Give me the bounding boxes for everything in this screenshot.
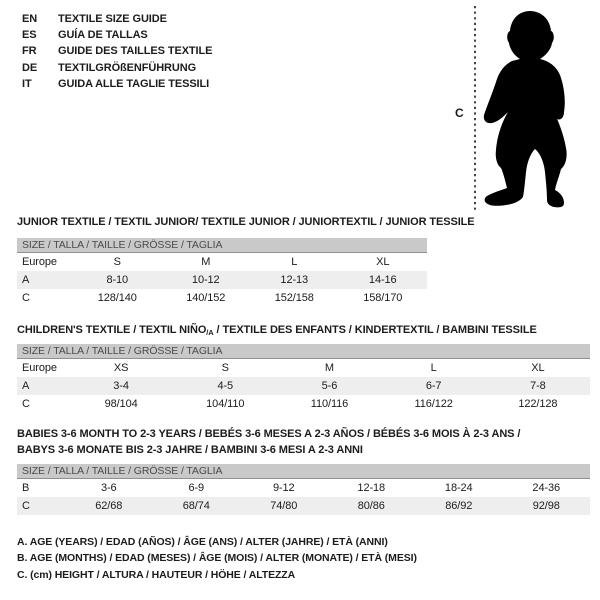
junior-size-table: [17, 238, 427, 307]
value-cell: 12-13: [250, 271, 339, 289]
footnote-a: A. AGE (YEARS) / EDAD (AÑOS) / ÂGE (ANS) / ALTER (JAHRE) / ETÀ (ANNI): [17, 536, 388, 548]
language-title: TEXTILGRÖßENFÜHRUNG: [58, 61, 197, 74]
size-header-bar: SIZE / TALLA / TAILLE / GRÖSSE / TAGLIA: [17, 238, 427, 253]
figure-height-label: C: [455, 106, 464, 120]
value-cell: 122/128: [518, 398, 558, 410]
footnote-b: B. AGE (MONTHS) / EDAD (MESES) / ÂGE (MOIS) / ALTER (MONATE) / ETÀ (MESI): [17, 552, 417, 565]
value-cell: 6-7: [382, 377, 486, 395]
language-title: TEXTILE SIZE GUIDE: [58, 13, 167, 25]
language-header: [22, 11, 212, 92]
language-code: ES: [22, 29, 37, 42]
babies-table: [17, 479, 590, 515]
value-cell: 86/92: [415, 497, 503, 515]
footnotes: [17, 534, 417, 583]
row-label-cell: Europe: [22, 362, 57, 374]
table-row-c: [17, 289, 427, 307]
language-row-it: [22, 76, 212, 92]
language-title: GUIDA ALLE TAGLIE TESSILI: [58, 77, 210, 90]
table-row-a: [17, 271, 427, 289]
value-cell: 110/116: [310, 398, 349, 410]
language-row-de: [22, 60, 212, 76]
value-cell: 6-9: [188, 482, 205, 494]
language-title: GUIDE DES TAILLES TEXTILE: [58, 45, 213, 58]
size-cell: XL: [376, 256, 390, 268]
language-title: GUÍA DE TALLAS: [58, 29, 148, 42]
value-cell: 92/98: [503, 497, 591, 515]
table-row-c: [17, 497, 590, 515]
value-cell: 10-12: [162, 271, 251, 289]
children-table: [17, 359, 590, 413]
table-row-b: [17, 479, 590, 497]
size-cell: L: [430, 362, 437, 374]
row-label-cell: C: [17, 497, 65, 515]
language-code: FR: [22, 45, 37, 58]
value-cell: 152/158: [274, 292, 314, 304]
value-cell: 3-4: [69, 377, 173, 395]
value-cell: 140/152: [186, 292, 226, 304]
size-header-bar: SIZE / TALLA / TAILLE / GRÖSSE / TAGLIA: [17, 464, 590, 479]
table-row-a: [17, 377, 590, 395]
row-label-cell: Europe: [22, 256, 57, 268]
value-cell: 104/110: [206, 398, 245, 410]
row-label-cell: A: [17, 377, 69, 395]
row-label-cell: C: [22, 292, 30, 304]
table-row-europe: [17, 253, 427, 271]
value-cell: 5-6: [277, 377, 381, 395]
value-cell: 14-16: [339, 271, 428, 289]
baby-silhouette: [484, 11, 567, 207]
language-row-en: [22, 11, 212, 27]
value-cell: 158/170: [363, 292, 403, 304]
language-code: DE: [22, 61, 38, 74]
size-cell: M: [324, 362, 334, 374]
language-row-es: [22, 27, 212, 43]
size-cell: XL: [531, 362, 545, 374]
section-title-children-sub: /A: [206, 328, 214, 337]
value-cell: 98/104: [104, 398, 138, 410]
value-cell: 68/74: [153, 497, 241, 515]
footnote-c: C. (cm) HEIGHT / ALTURA / HAUTEUR / HÖHE / ALTEZZA: [17, 568, 296, 581]
section-title-children-suffix: / TEXTILE DES ENFANTS / KINDERTEXTIL / BAMBINI TESSILE: [213, 324, 537, 336]
section-title-children-prefix: CHILDREN'S TEXTILE / TEXTIL NIÑO: [17, 324, 207, 336]
value-cell: 128/140: [97, 292, 137, 304]
section-title-babies-line1: BABIES 3-6 MONTH TO 2-3 YEARS / BEBÉS 3-6 MESES A 2-3 AÑOS / BÉBÉS 3-6 MOIS À 2-3 ANS /: [17, 428, 521, 440]
value-cell: 3-6: [100, 482, 117, 494]
table-row-europe: [17, 359, 590, 377]
size-cell: S: [221, 362, 229, 374]
value-cell: 4-5: [173, 377, 277, 395]
language-code: EN: [22, 13, 38, 25]
size-header-bar: SIZE / TALLA / TAILLE / GRÖSSE / TAGLIA: [17, 344, 590, 359]
value-cell: 80/86: [328, 497, 416, 515]
size-cell: XS: [113, 362, 129, 374]
section-title-babies: [17, 426, 520, 458]
size-cell: L: [291, 256, 298, 268]
baby-silhouette-figure: [440, 0, 600, 220]
language-row-fr: [22, 43, 212, 59]
table-row-c: [17, 395, 590, 413]
value-cell: 116/122: [414, 398, 453, 410]
value-cell: 24-36: [532, 482, 561, 494]
babies-size-table: [17, 464, 590, 515]
value-cell: 74/80: [240, 497, 328, 515]
value-cell: 7-8: [486, 377, 590, 395]
section-title-junior: JUNIOR TEXTILE / TEXTIL JUNIOR/ TEXTILE JUNIOR / JUNIORTEXTIL / JUNIOR TESSILE: [17, 216, 475, 228]
row-label-cell: B: [22, 482, 30, 494]
value-cell: 62/68: [65, 497, 153, 515]
value-cell: 9-12: [272, 482, 295, 494]
value-cell: 8-10: [73, 271, 162, 289]
size-cell: M: [201, 256, 211, 268]
section-title-babies-line2: BABYS 3-6 MONATE BIS 2-3 JAHRE / BAMBINI 3-6 MESI A 2-3 ANNI: [17, 444, 363, 456]
children-size-table: [17, 344, 590, 413]
language-code: IT: [22, 77, 32, 90]
row-label-cell: C: [22, 398, 30, 410]
value-cell: 18-24: [444, 482, 473, 494]
size-cell: S: [113, 256, 121, 268]
section-title-children: [17, 322, 537, 341]
junior-table: [17, 253, 427, 307]
row-label-cell: A: [17, 271, 73, 289]
value-cell: 12-18: [357, 482, 386, 494]
